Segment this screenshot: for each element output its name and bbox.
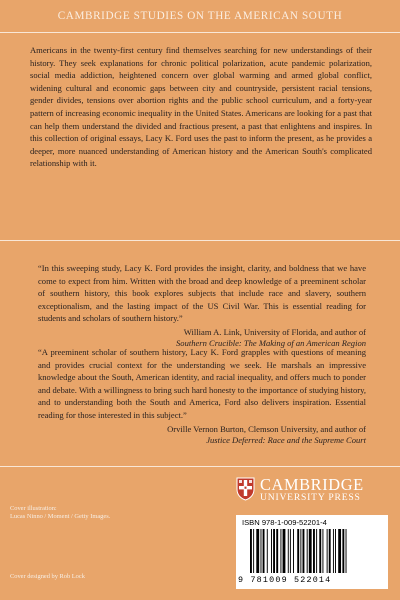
barcode-bar [267,529,268,573]
barcode-bar [335,529,336,573]
endorsement-2-author: Orville Vernon Burton, Clemson University, and author of [167,423,366,434]
barcode-bar [263,529,265,573]
barcode-bar [273,529,275,573]
barcode-bar [346,529,347,573]
endorsement-2-attribution [38,424,366,447]
barcode-bar [300,529,301,573]
endorsement-2 [38,346,366,446]
barcode-bar [253,529,254,573]
description-blurb: Americans in the twenty-first century find themselves searching for new understandings of their history. They seek explanations for chronic political polarization, acute pandemic polarization, social media addiction, heightened concern over global warming and armed global conflict, widening cultural and economic gaps between city and countryside, persistent racial tensions, gender divides, tensions over abortion rights and the public school curriculum, and a forty-year pattern of increasing economic inequality in the United States. Americans are looking for a past that can help them understand the divided and fractious present, a past that enlightens and inspires. In this collection of original essays, Lacy K. Ford uses the past to inform the present, as he provides a deeper, more nuanced understanding of American history and the American South's complicated relationship with it. [30,45,372,169]
divider-middle [0,240,400,241]
barcode-bar [271,529,272,573]
barcode-bar [261,529,262,573]
barcode-bar [303,529,305,573]
barcode-bar [297,529,299,573]
barcode-bar [256,529,259,573]
barcode-bar [280,529,281,573]
barcode-bar [313,529,315,573]
barcode-bar [290,529,291,573]
barcode-bar [333,529,334,573]
endorsement-1-author: William A. Link, University of Florida, and author of [183,326,366,337]
barcode-bar [250,529,252,573]
barcode-bar [316,529,317,573]
barcode-bar [283,529,286,573]
barcode-bar [327,529,328,573]
barcode-bar [329,529,331,573]
barcode-digits: 9 781009 522014 [238,575,332,585]
barcode-bar [342,529,344,573]
publisher-press: UNIVERSITY PRESS [260,492,361,503]
barcode-bar [322,529,323,573]
isbn-label: ISBN 978-1-009-52201-4 [242,518,327,527]
barcode-bar [309,529,312,573]
barcode-bar [293,529,294,573]
barcode-bar [288,529,289,573]
divider-bottom [0,466,400,467]
barcode [250,529,380,577]
endorsement-1-text: “In this sweeping study, Lacy K. Ford provides the insight, clarity, and boldness that we have come to expect from him. Written with the broad and deep knowledge of a preeminent scholar of southern history, this book explores subjects that include race and slavery, southern exceptionalism, and the lasting impact of the US Civil War. This is essential reading for students and scholars of southern history.” [38,263,366,324]
publisher-logo [236,477,400,507]
barcode-bar [307,529,308,573]
publisher-name: CAMBRIDGE [260,475,364,494]
endorsement-1 [38,262,366,350]
barcode-bar [338,529,341,573]
barcode-panel [236,515,388,589]
cambridge-shield-icon [236,477,255,501]
endorsement-2-work: Justice Deferred: Race and the Supreme Court [206,434,366,445]
barcode-bar [319,529,321,573]
divider-top [0,32,400,33]
barcode-bar [276,529,278,573]
cover-illustration-label: Cover illustration: [10,505,57,512]
designer-credit: Cover designed by Rob Lock [10,573,85,580]
endorsement-2-text: “A preeminent scholar of southern history, Lacy K. Ford grapples with questions of meaning and provides crucial context for the understanding we seek. He marshals an impressive knowledge about the South, American identity, and racial inequality, and offers much to ponder and debate. With a willingness to bring such hard honesty to the importance of studying history, and to understanding both the South and America, Ford also delivers inspiration. Essential reading for those interested in this subject.” [38,347,366,420]
endorsement-1-work: Southern Crucible: The Making of an American Region [176,338,366,349]
series-title: CAMBRIDGE STUDIES ON THE AMERICAN SOUTH [57,10,343,22]
cover-illustration-credit [10,505,150,522]
cover-illustration-source: Lucas Ninno / Moment / Getty Images. [10,513,111,521]
